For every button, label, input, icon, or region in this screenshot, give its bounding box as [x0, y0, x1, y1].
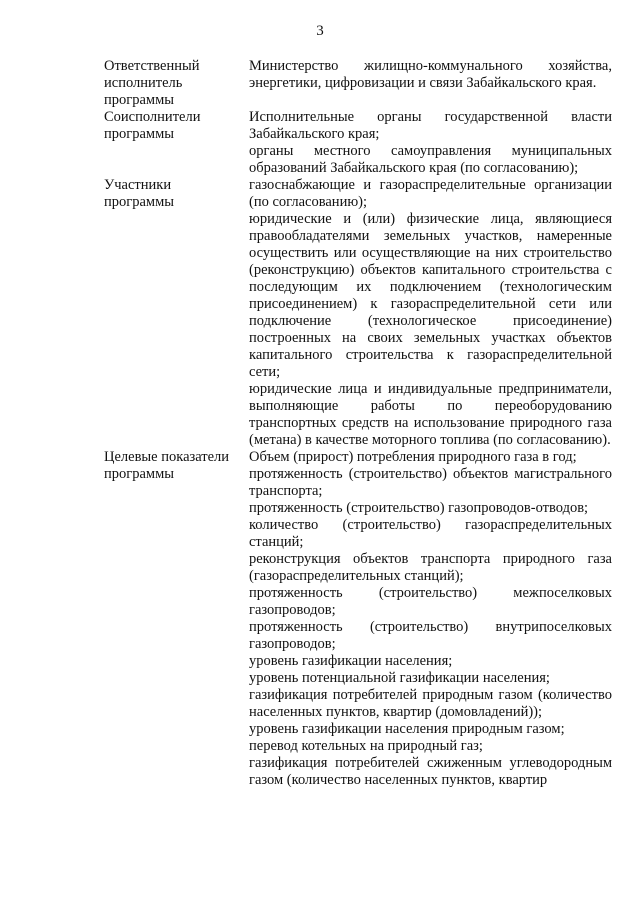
row-label [104, 109, 249, 177]
paragraph: органы местного самоуправления муниципальных образований Забайкальского края (по согласованию); [249, 143, 612, 176]
program-passport-table [104, 58, 612, 789]
label-line: программы [104, 126, 174, 142]
row-content [249, 109, 612, 177]
row-content [249, 449, 612, 789]
paragraph: газоснабжающие и газораспределительные организации (по согласованию); [249, 177, 612, 210]
paragraph: протяженность (строительство) объектов магистрального транспорта; [249, 466, 612, 499]
paragraph: протяженность (строительство) межпоселковых газопроводов; [249, 585, 612, 618]
paragraph: Объем (прирост) потребления природного газа в год; [249, 449, 577, 465]
label-line: Целевые показатели [104, 449, 230, 465]
label-line: программы [104, 194, 174, 210]
row-label [104, 177, 249, 449]
paragraph: Исполнительные органы государственной власти Забайкальского края; [249, 109, 612, 142]
label-line: исполнитель [104, 75, 183, 91]
label-line: Ответственный [104, 58, 200, 74]
row-co-executors [104, 109, 612, 177]
paragraph: количество (строительство) газораспределительных станций; [249, 517, 612, 550]
paragraph: уровень потенциальной газификации населения; [249, 670, 550, 686]
row-label [104, 449, 249, 789]
label-line: программы [104, 466, 174, 482]
paragraph: юридические и (или) физические лица, являющиеся правообладателями земельных участков, намеренные осуществить или осуществляющие на них строительство (реконструкцию) объектов капитального строительства с последующим их подключением (технологическим присоединением) к газораспределительной сети или подключение (технологическое присоединение) построенных на своих земельных участках объектов капитального строительства к газораспределительной сети; [249, 211, 612, 380]
row-label [104, 58, 249, 109]
row-participants [104, 177, 612, 449]
row-target-indicators [104, 449, 612, 789]
paragraph: газификация потребителей природным газом (количество населенных пунктов, квартир (домовладений)); [249, 687, 612, 720]
paragraph: уровень газификации населения природным газом; [249, 721, 565, 737]
paragraph: протяженность (строительство) внутрипоселковых газопроводов; [249, 619, 612, 652]
label-line: программы [104, 92, 174, 108]
row-content [249, 177, 612, 449]
paragraph: перевод котельных на природный газ; [249, 738, 483, 754]
label-line: Участники [104, 177, 172, 193]
page-number: 3 [316, 23, 324, 39]
paragraph: Министерство жилищно-коммунального хозяйства, энергетики, цифровизации и связи Забайкальского края. [249, 58, 612, 91]
paragraph: протяженность (строительство) газопроводов-отводов; [249, 500, 589, 516]
paragraph: уровень газификации населения; [249, 653, 453, 669]
label-line: Соисполнители [104, 109, 201, 125]
row-content [249, 58, 612, 109]
paragraph: юридические лица и индивидуальные предприниматели, выполняющие работы по переоборудованию транспортных средств на использование природного газа (метана) в качестве моторного топлива (по согласованию). [249, 381, 612, 448]
row-responsible-executor [104, 58, 612, 109]
paragraph: газификация потребителей сжиженным углеводородным газом (количество населенных пунктов, квартир [249, 755, 612, 788]
paragraph: реконструкция объектов транспорта природного газа (газораспределительных станций); [249, 551, 612, 584]
